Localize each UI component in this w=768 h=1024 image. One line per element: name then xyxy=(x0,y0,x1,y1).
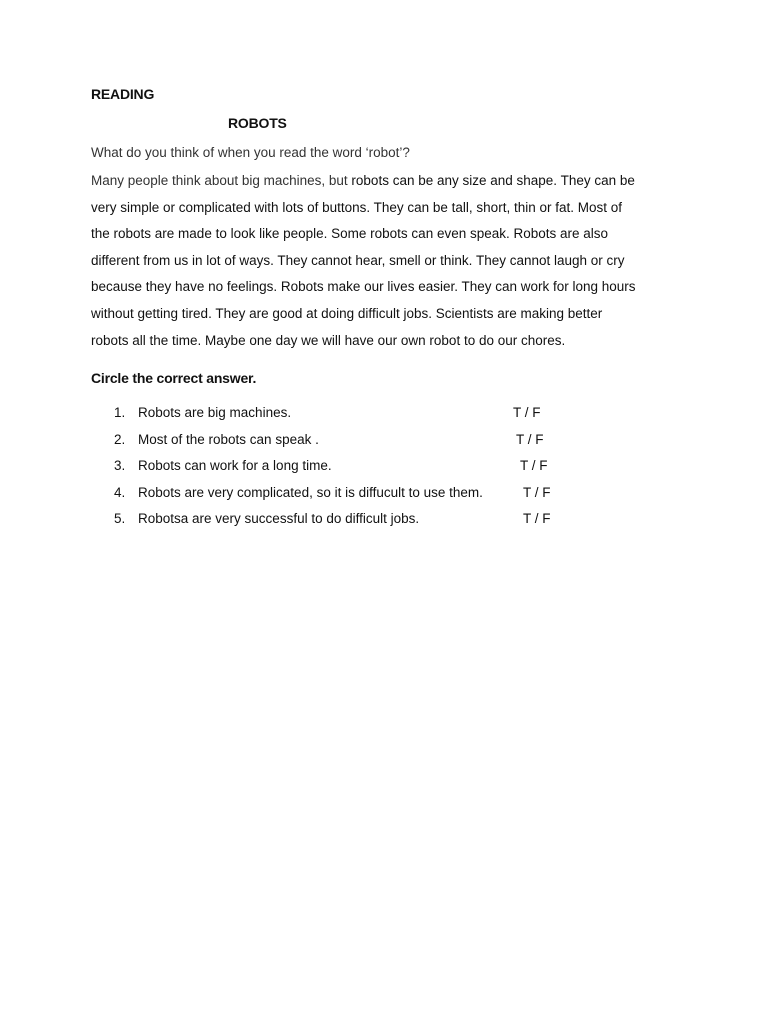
section-heading: READING xyxy=(91,86,155,102)
question-item xyxy=(0,405,768,432)
question-text: Robots are big machines. xyxy=(138,405,292,420)
instruction-heading: Circle the correct answer. xyxy=(91,370,257,386)
passage-line: robots all the time. Maybe one day we will have our own robot to do our chores. xyxy=(91,332,566,348)
question-number: 2. xyxy=(114,431,126,447)
passage-line xyxy=(91,168,671,195)
question-item xyxy=(0,485,768,512)
warmup-question: What do you think of when you read the word ‘robot’? xyxy=(91,145,410,160)
question-number: 1. xyxy=(114,405,126,420)
question-item xyxy=(0,432,768,459)
question-number: 4. xyxy=(114,484,126,500)
true-false-choice[interactable]: T / F xyxy=(523,484,551,500)
question-item xyxy=(0,458,768,485)
question-text: Robots are very complicated, so it is diffucult to use them. xyxy=(138,484,483,500)
question-number: 3. xyxy=(114,458,126,474)
true-false-choice[interactable]: T / F xyxy=(513,405,541,420)
question-item xyxy=(0,511,768,538)
question-text: Most of the robots can speak . xyxy=(138,431,319,447)
true-false-choice[interactable]: T / F xyxy=(520,458,548,474)
true-false-choice[interactable]: T / F xyxy=(523,511,551,527)
passage-line: without getting tired. They are good at doing difficult jobs. Scientists are making better xyxy=(91,305,603,321)
reading-passage xyxy=(91,168,671,354)
question-text: Robotsa are very successful to do difficult jobs. xyxy=(138,511,420,527)
passage-line: because they have no feelings. Robots make our lives easier. They can work for long hours xyxy=(91,279,636,295)
passage-line: different from us in lot of ways. They cannot hear, smell or think. They cannot laugh or cry xyxy=(91,252,625,268)
passage-title: ROBOTS xyxy=(228,115,287,131)
passage-line: very simple or complicated with lots of buttons. They can be tall, short, thin or fat. Most of xyxy=(91,199,622,215)
question-text: Robots can work for a long time. xyxy=(138,458,332,474)
passage-lead-text: Many people think about big machines, but xyxy=(91,173,352,188)
passage-line-text: robots can be any size and shape. They can be xyxy=(351,173,635,188)
question-number: 5. xyxy=(114,511,126,527)
question-list xyxy=(0,405,768,538)
passage-line: the robots are made to look like people. Some robots can even speak. Robots are also xyxy=(91,226,609,242)
true-false-choice[interactable]: T / F xyxy=(516,431,544,447)
